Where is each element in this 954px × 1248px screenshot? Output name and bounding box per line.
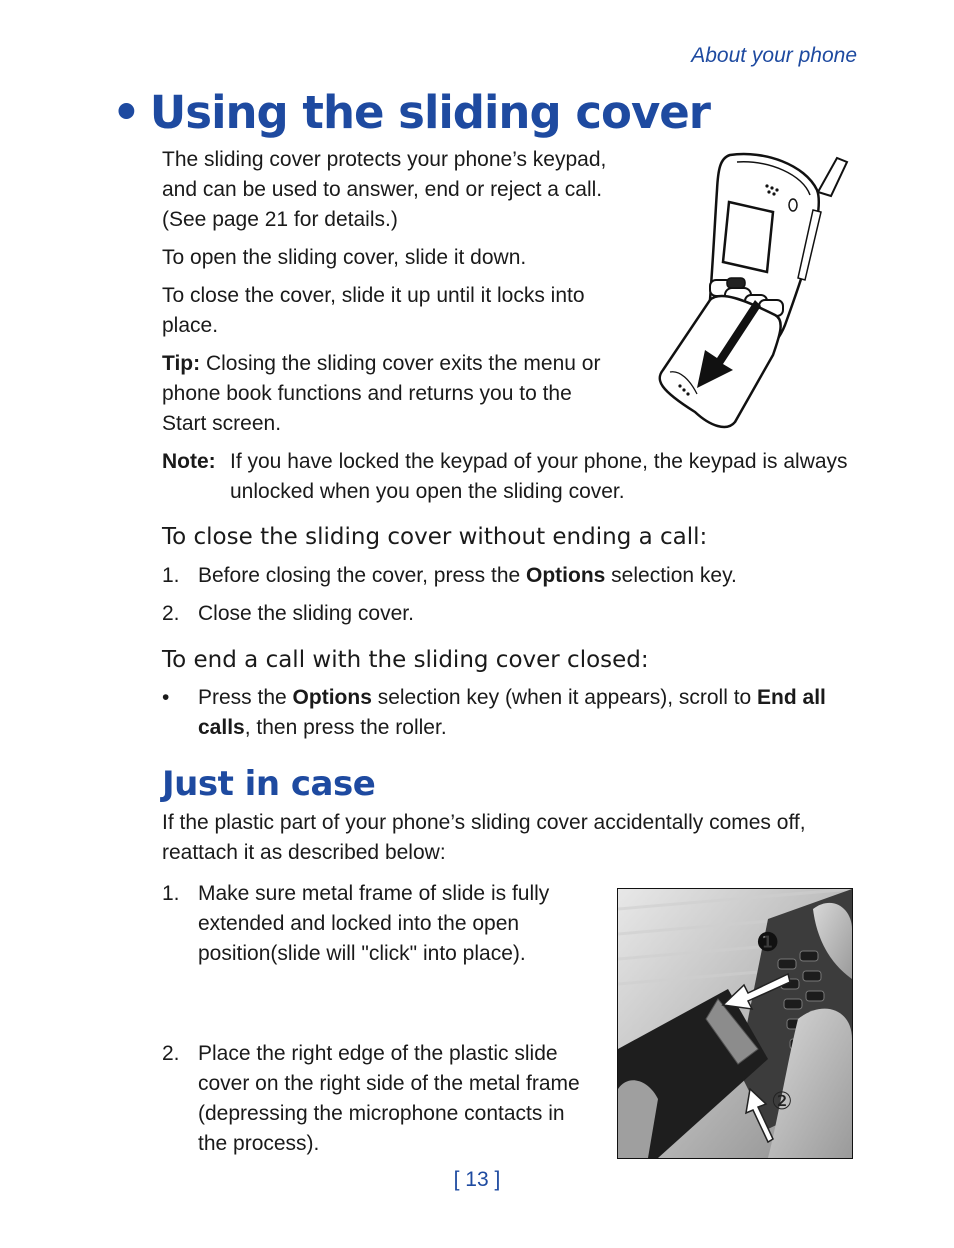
step-text: Close the sliding cover.	[198, 602, 414, 625]
close-line: To close the cover, slide it up until it locks into	[162, 284, 585, 307]
tip-line: phone book functions and returns you to the	[162, 382, 572, 405]
page-number: [ 13 ]	[453, 1168, 501, 1191]
just-in-case-heading: Just in case	[162, 764, 376, 804]
close-without-ending-heading: To close the sliding cover without ending a call:	[162, 524, 708, 550]
tip-line: Start screen.	[162, 412, 282, 435]
options-key-label: Options	[526, 564, 606, 587]
intro-line: reattach it as described below:	[162, 841, 446, 864]
reattach-cover-photo	[617, 888, 853, 1159]
end-all-label: End all	[757, 686, 826, 709]
options-key-label: Options	[292, 686, 372, 709]
step-text: Before closing the cover, press the	[198, 564, 527, 587]
intro-paragraph	[162, 145, 606, 235]
step-line: Place the right edge of the plastic slide	[198, 1042, 558, 1065]
tip-paragraph	[162, 349, 600, 439]
item-text: selection key (when it appears), scroll to	[371, 686, 758, 709]
step-line: Make sure metal frame of slide is fully	[198, 882, 550, 905]
photo-marker-1: ❶	[756, 928, 780, 958]
step-line: extended and locked into the open	[198, 912, 520, 935]
item-text: Press the	[198, 686, 293, 709]
end-call-bullet-item	[162, 683, 852, 743]
item-text: , then press the roller.	[244, 716, 447, 739]
just-in-case-intro	[162, 808, 806, 868]
note-line: unlocked when you open the sliding cover.	[230, 480, 625, 503]
step-line: (depressing the microphone contacts in	[198, 1102, 565, 1125]
step-number: 2.	[162, 1042, 180, 1065]
phone-sliding-cover-illustration	[655, 150, 855, 430]
close-step-2	[162, 599, 414, 629]
intro-line: The sliding cover protects your phone’s keypad,	[162, 148, 607, 171]
open-instruction: To open the sliding cover, slide it down.	[162, 246, 527, 269]
step-line: cover on the right side of the metal frame	[198, 1072, 580, 1095]
step-number: 1.	[162, 882, 180, 905]
step-text: selection key.	[605, 564, 737, 587]
note-label: Note:	[162, 450, 216, 473]
title-bullet: •	[112, 86, 140, 139]
close-step-1	[162, 561, 737, 591]
running-header: About your phone	[691, 44, 857, 67]
reattach-step-1	[162, 879, 549, 969]
tip-label: Tip:	[162, 352, 201, 375]
photo-marker-2: ②	[771, 1087, 793, 1115]
close-line: place.	[162, 314, 219, 337]
page-title-text: Using the sliding cover	[149, 86, 710, 139]
step-number: 2.	[162, 602, 180, 625]
end-call-heading: To end a call with the sliding cover closed:	[162, 647, 649, 673]
reattach-step-2	[162, 1039, 580, 1159]
step-number: 1.	[162, 564, 180, 587]
reattach-photo-drawing	[618, 889, 852, 1158]
step-line: position(slide will "click" into place).	[198, 942, 526, 965]
note-paragraph	[162, 447, 862, 507]
step-line: the process).	[198, 1132, 320, 1155]
intro-line: If the plastic part of your phone’s sliding cover accidentally comes off,	[162, 811, 806, 834]
close-instruction	[162, 281, 585, 341]
intro-line: (See page 21 for details.)	[162, 208, 398, 231]
note-line: If you have locked the keypad of your phone, the keypad is always	[230, 450, 848, 473]
intro-line: and can be used to answer, end or reject a call.	[162, 178, 603, 201]
tip-line: Closing the sliding cover exits the menu or	[200, 352, 601, 375]
bullet-marker: •	[162, 686, 170, 709]
calls-label: calls	[198, 716, 245, 739]
page-title	[112, 86, 710, 139]
